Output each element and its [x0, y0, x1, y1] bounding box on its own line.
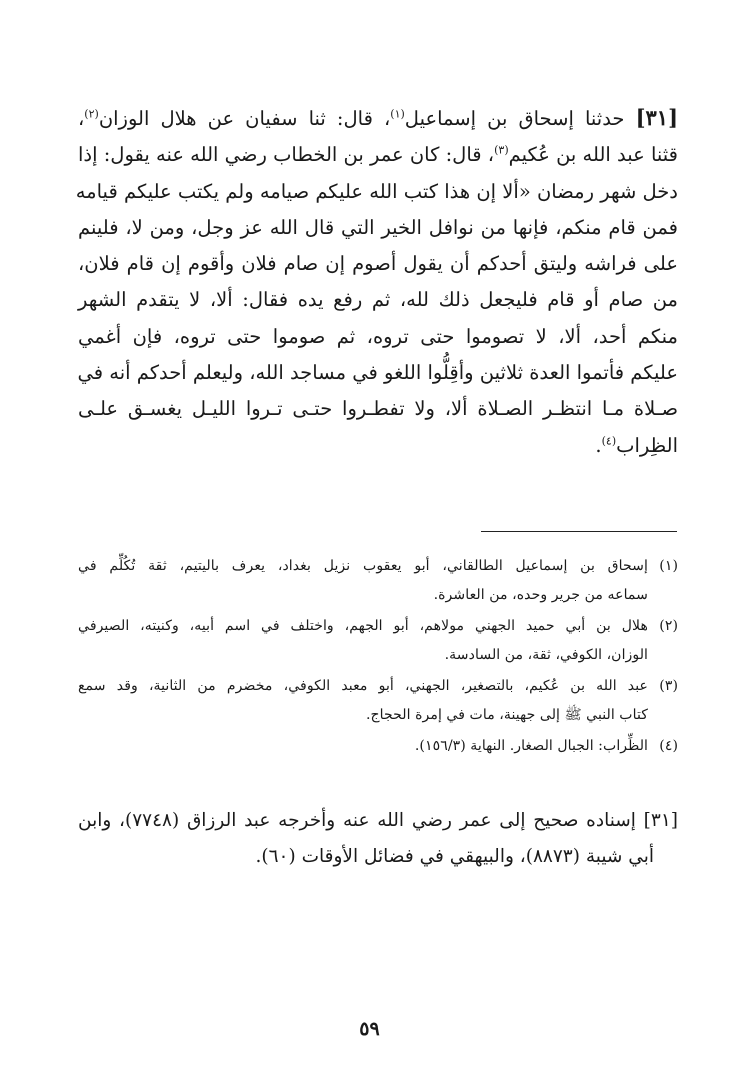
footnote-line: كتاب النبي ﷺ إلى جهينة، مات في إمرة الحجاج. — [366, 706, 648, 723]
footnote-line: الوزان، الكوفي، ثقة، من السادسة. — [444, 646, 648, 663]
text-line-9: صـلاة مـا انتظـر الصـلاة ألا، ولا تفطـروا حتـى تـروا الليـل يغسـق علـى — [78, 397, 678, 421]
text-line-1: [٣١] حدثنا إسحاق بن إسماعيل$^{(١)}$، قال: ثنا سفيان عن هلال الوزان$^{(٢)}$، — [78, 105, 679, 130]
footnote-ref-2[interactable]: (٢) — [84, 107, 99, 121]
text-line-4: فمن قام منكم، فإنها من نوافل الخير التي قال الله عز وجل، ومن لا، فلينم — [78, 215, 678, 239]
footnote-separator — [481, 531, 677, 532]
footnote-number: (١) — [659, 558, 678, 574]
page-number: ٥٩ — [359, 1018, 380, 1040]
hadith-text — [75, 100, 679, 464]
footnote-number: (٢) — [659, 618, 678, 634]
text-line-3: دخل شهر رمضان «ألا إن هذا كتب الله عليكم صيامه ولم يكتب عليكم قيامه — [75, 179, 678, 203]
takhrij-line-2: أبي شيبة (٨٨٧٣)، والبيهقي في فضائل الأوقات (٦٠). — [255, 846, 654, 867]
text-line-10: الظِراب$^{(٤)}$. — [595, 433, 678, 457]
footnote-ref-4[interactable]: (٤) — [601, 434, 617, 448]
footnote-line: سماعه من جرير وحده، من العاشرة. — [433, 586, 648, 603]
text-line-6: من صام أو قام فليجعل ذلك لله، ثم رفع يده فقال: ألا، لا يتقدم الشهر — [78, 288, 678, 312]
takhrij-note — [78, 803, 678, 875]
text-line-5: على فراشه وليتق أحدكم أن يقول أصوم إن صام فلان وأقوم إن قام فلان، — [78, 252, 678, 276]
footnote-ref-3[interactable]: (٣) — [494, 143, 509, 157]
main-text-block — [75, 100, 679, 464]
footnote-line: الظِّراب: الجبال الصغار. النهاية (١٥٦/٣). — [414, 738, 648, 754]
footnote-2 — [78, 612, 678, 669]
footnote-line: هلال بن أبي حميد الجهني مولاهم، أبو الجهم، واختلف في اسم أبيه، وكنيته، الصيرفي — [78, 618, 648, 634]
hadith-number: [٣١] — [635, 105, 679, 130]
takhrij-line-1: [٣١] إسناده صحيح إلى عمر رضي الله عنه وأخرجه عبد الرزاق (٧٧٤٨)، وابن — [78, 810, 678, 831]
footnote-4 — [78, 732, 678, 761]
footnotes — [78, 552, 678, 764]
text-line-2: قثنا عبد الله بن عُكيم$^{(٣)}$، قال: كان عمر بن الخطاب رضي الله عنه يقول: إذا — [77, 143, 678, 167]
text-line-7: منكم أحد، ألا، لا تصوموا حتى تروه، ثم صوموا حتى تروه، فإن أغمي — [78, 324, 678, 348]
footnote-3 — [78, 672, 678, 729]
footnote-1 — [78, 552, 678, 609]
footnote-line: عبد الله بن عُكيم، بالتصغير، الجهني، أبو معبد الكوفي، مخضرم من الثانية، وقد سمع — [78, 678, 648, 694]
footnote-line: إسحاق بن إسماعيل الطالقاني، أبو يعقوب نزيل بغداد، يعرف باليتيم، ثقة تُكُلِّم في — [78, 558, 648, 574]
footnote-number: (٣) — [659, 678, 678, 694]
footnote-number: (٤) — [659, 738, 678, 754]
footnote-ref-1[interactable]: (١) — [390, 107, 405, 121]
text-line-8: عليكم فأتموا العدة ثلاثين وأقِلُّوا اللغو في مساجد الله، وليعلم أحدكم أنه في — [77, 361, 678, 385]
